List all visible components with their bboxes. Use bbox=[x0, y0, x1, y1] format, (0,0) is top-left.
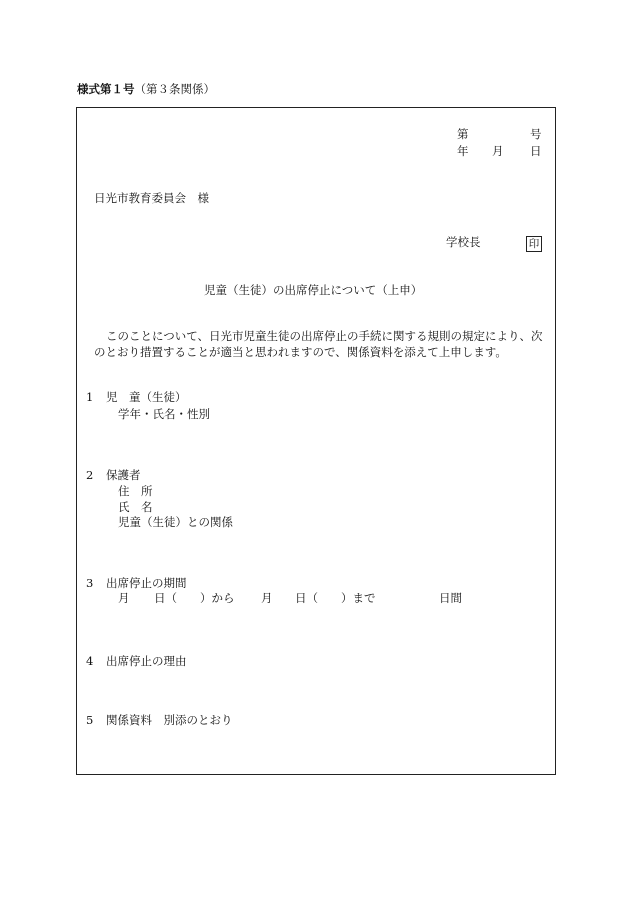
addressee: 日光市教育委員会 様 bbox=[94, 191, 209, 205]
period-from: ）から bbox=[200, 591, 235, 605]
item-5-heading: 関係資料 別添のとおり bbox=[106, 713, 233, 727]
item-3-number: 3 bbox=[86, 576, 94, 590]
body-line-2: のとおり措置することが適当と思われますので、関係資料を添えて上申します。 bbox=[94, 345, 507, 359]
body-line-1: このことについて、日光市児童生徒の出席停止の手続に関する規則の規定により、次 bbox=[106, 329, 543, 343]
item-2-relation: 児童（生徒）との関係 bbox=[118, 515, 233, 529]
period-day-1: 日（ bbox=[154, 591, 177, 605]
date-year: 年 bbox=[457, 144, 469, 158]
sender-title: 学校長 bbox=[446, 235, 481, 249]
item-2-name: 氏 名 bbox=[118, 500, 153, 514]
item-3-heading: 出席停止の期間 bbox=[106, 576, 187, 590]
number-prefix: 第 bbox=[457, 127, 469, 141]
form-reference: （第３条関係） bbox=[134, 82, 215, 96]
period-days: 日間 bbox=[439, 591, 462, 605]
document-frame bbox=[76, 107, 556, 775]
date-month: 月 bbox=[492, 144, 504, 158]
seal-mark: 印 bbox=[526, 236, 542, 252]
number-suffix: 号 bbox=[530, 127, 542, 141]
period-month-2: 月 bbox=[261, 591, 273, 605]
item-5-number: 5 bbox=[86, 713, 94, 727]
item-1-number: 1 bbox=[86, 390, 94, 404]
item-1-heading: 児 童（生徒） bbox=[106, 390, 187, 404]
form-label bbox=[77, 84, 215, 96]
item-4-heading: 出席停止の理由 bbox=[106, 654, 187, 668]
item-4-number: 4 bbox=[86, 654, 94, 668]
item-2-address: 住 所 bbox=[118, 484, 153, 498]
period-day-2: 日（ bbox=[295, 591, 318, 605]
period-until: ）まで bbox=[341, 591, 376, 605]
document-title: 児童（生徒）の出席停止について（上申） bbox=[204, 283, 423, 297]
item-2-heading: 保護者 bbox=[106, 468, 141, 482]
form-number: 様式第１号 bbox=[77, 82, 135, 96]
item-2-number: 2 bbox=[86, 468, 94, 482]
date-day: 日 bbox=[530, 144, 542, 158]
item-1-sub: 学年・氏名・性別 bbox=[118, 407, 210, 421]
period-month-1: 月 bbox=[118, 591, 130, 605]
